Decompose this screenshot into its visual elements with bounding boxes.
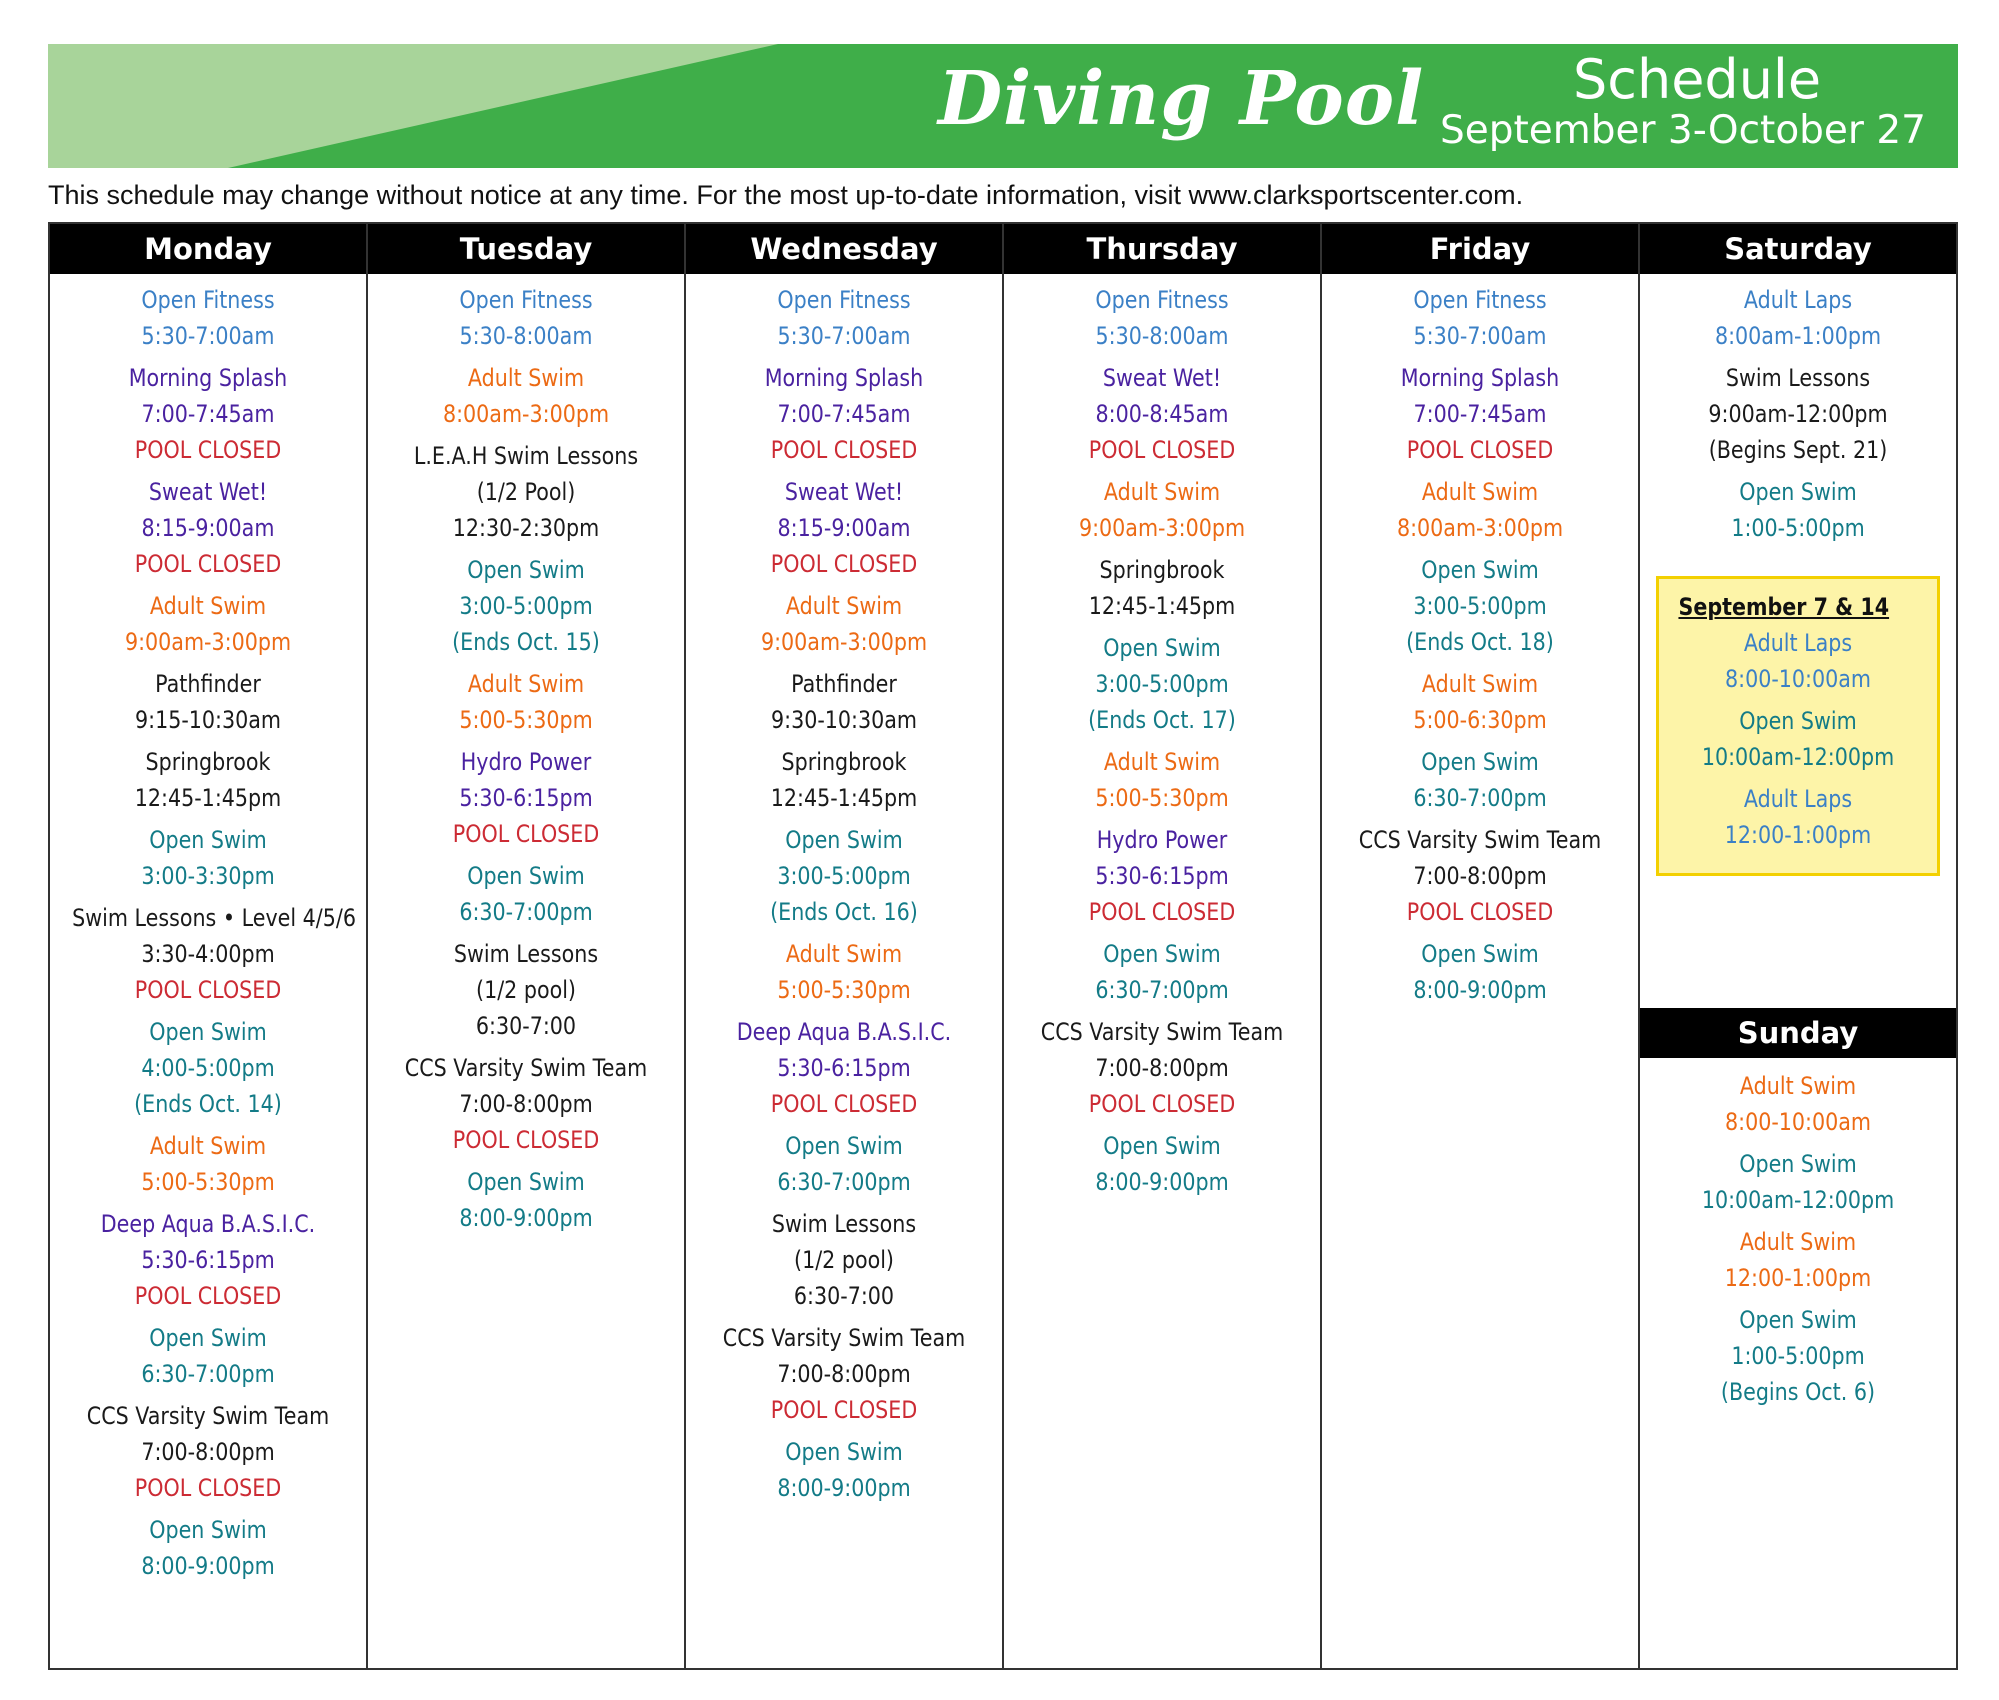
pool-closed-label: POOL CLOSED [1088,898,1236,926]
entry-activity: Open Swim [467,556,585,584]
entry-detail: 4:00-5:00pm [141,1054,275,1082]
schedule-entry [686,1014,1002,1122]
entry-detail: 6:30-7:00pm [1413,784,1547,812]
day-header-friday: Friday [1322,224,1638,274]
day-header-sunday: Sunday [1640,1008,1956,1058]
entry-detail: 8:15-9:00am [777,514,911,542]
entry-activity: Open Swim [149,826,267,854]
schedule-entry [1004,474,1320,546]
schedule-entry [686,1128,1002,1200]
entry-activity: Open Swim [149,1018,267,1046]
entry-detail: 7:00-7:45am [141,400,275,428]
entry-activity: Adult Swim [785,592,903,620]
schedule-entry [50,282,366,354]
day-header-saturday: Saturday [1640,224,1956,274]
entry-activity: Deep Aqua B.A.S.I.C. [736,1018,952,1046]
day-header-tuesday: Tuesday [368,224,684,274]
schedule-entry [1322,552,1638,660]
schedule-entry [686,666,1002,738]
entry-detail: 5:30-8:00am [1095,322,1229,350]
entry-activity: Adult Swim [467,670,585,698]
schedule-entry [1640,282,1956,354]
schedule-entry [368,552,684,660]
schedule-entry [50,1128,366,1200]
entry-detail: 8:15-9:00am [141,514,275,542]
entry-activity: L.E.A.H Swim Lessons [413,442,639,470]
schedule-entry [368,282,684,354]
day-body-friday [1322,274,1638,1008]
entry-detail: (Ends Oct. 16) [770,898,918,926]
schedule-entry [368,936,684,1044]
entry-detail: 7:00-7:45am [777,400,911,428]
entry-detail: 5:00-6:30pm [1413,706,1547,734]
special-dates-body [1659,625,1937,853]
entry-activity: Springbrook [145,748,271,776]
entry-activity: CCS Varsity Swim Team [86,1402,330,1430]
schedule-entry [1322,360,1638,468]
pool-closed-label: POOL CLOSED [134,1474,282,1502]
schedule-entry [50,822,366,894]
entry-activity: Adult Swim [1421,670,1539,698]
entry-detail: 9:00am-3:00pm [124,628,292,656]
entry-activity: Open Swim [1739,1150,1857,1178]
page-title: Diving Pool [938,56,1425,142]
entry-activity: Open Swim [467,1168,585,1196]
entry-activity: Morning Splash [1400,364,1560,392]
pool-closed-label: POOL CLOSED [134,436,282,464]
entry-activity: CCS Varsity Swim Team [722,1324,966,1352]
schedule-entry [1004,744,1320,816]
entry-activity: Open Fitness [459,286,593,314]
entry-activity: Open Swim [1421,556,1539,584]
entry-detail: 12:45-1:45pm [770,784,918,812]
pool-closed-label: POOL CLOSED [770,1090,918,1118]
day-column-wednesday [686,224,1004,1668]
entry-detail: 12:00-1:00pm [1724,1264,1872,1292]
entry-activity: Adult Swim [785,940,903,968]
entry-activity: Open Swim [1739,1306,1857,1334]
schedule-entry [50,474,366,582]
entry-detail: 3:00-5:00pm [1095,670,1229,698]
entry-activity: Hydro Power [1096,826,1228,854]
entry-detail: (Ends Oct. 15) [452,628,600,656]
entry-detail: 5:30-8:00am [459,322,593,350]
entry-detail: 9:15-10:30am [134,706,282,734]
schedule-entry [368,360,684,432]
entry-detail: 5:30-7:00am [141,322,275,350]
day-column-monday [50,224,368,1668]
entry-activity: Adult Swim [1103,748,1221,776]
entry-activity: Sweat Wet! [148,478,268,506]
schedule-entry [686,936,1002,1008]
schedule-entry [1322,744,1638,816]
entry-detail: (1/2 Pool) [476,478,576,506]
entry-detail: 3:00-3:30pm [141,862,275,890]
entry-activity: CCS Varsity Swim Team [1040,1018,1284,1046]
schedule-entry [50,666,366,738]
schedule-entry [50,1398,366,1506]
entry-detail: 9:00am-3:00pm [1078,514,1246,542]
entry-activity: Open Swim [1421,748,1539,776]
entry-activity: Open Fitness [777,286,911,314]
schedule-entry [1659,625,1937,697]
entry-detail: 6:30-7:00 [475,1012,577,1040]
pool-closed-label: POOL CLOSED [134,976,282,1004]
entry-detail: 5:00-5:30pm [1095,784,1229,812]
day-column-tuesday [368,224,686,1668]
entry-activity: Sweat Wet! [784,478,904,506]
schedule-entry [1004,360,1320,468]
entry-activity: Swim Lessons [453,940,599,968]
entry-activity: Adult Swim [1421,478,1539,506]
entry-activity: Adult Swim [1103,478,1221,506]
entry-detail: 8:00-9:00pm [459,1204,593,1232]
schedule-entry [50,1512,366,1584]
schedule-entry [1322,666,1638,738]
entry-activity: Open Fitness [141,286,275,314]
entry-detail: 8:00-8:45am [1095,400,1229,428]
date-range: September 3-October 27 [1439,108,1926,153]
entry-detail: 1:00-5:00pm [1731,514,1865,542]
entry-detail: 12:45-1:45pm [134,784,282,812]
entry-activity: Adult Laps [1743,286,1853,314]
schedule-entry [1659,781,1937,853]
pool-closed-label: POOL CLOSED [1088,436,1236,464]
entry-detail: 7:00-8:00pm [777,1360,911,1388]
entry-activity: Springbrook [1099,556,1225,584]
entry-detail: 7:00-7:45am [1413,400,1547,428]
header-banner [48,44,1958,168]
entry-activity: Pathfinder [155,670,261,698]
schedule-entry [686,360,1002,468]
day-body-tuesday [368,274,684,1236]
entry-detail: 5:00-5:30pm [459,706,593,734]
entry-detail: 8:00-10:00am [1724,1108,1872,1136]
entry-activity: CCS Varsity Swim Team [404,1054,648,1082]
entry-detail: 3:00-5:00pm [1413,592,1547,620]
entry-detail: 5:30-6:15pm [1095,862,1229,890]
entry-detail: 7:00-8:00pm [1413,862,1547,890]
entry-detail: 8:00am-1:00pm [1714,322,1882,350]
pool-closed-label: POOL CLOSED [770,550,918,578]
entry-detail: (1/2 pool) [794,1246,894,1274]
entry-detail: 6:30-7:00pm [1095,976,1229,1004]
entry-activity: Swim Lessons [1725,364,1871,392]
schedule-entry [686,822,1002,930]
entry-detail: 9:00am-12:00pm [1708,400,1888,428]
schedule-entry [50,744,366,816]
entry-activity: Swim Lessons [771,1210,917,1238]
schedule-entry [50,1014,366,1122]
schedule-entry [368,1050,684,1158]
entry-detail: 6:30-7:00pm [777,1168,911,1196]
entry-activity: Morning Splash [128,364,288,392]
entry-activity: Adult Swim [1739,1072,1857,1100]
schedule-entry [686,1320,1002,1428]
entry-activity: Swim Lessons • Level 4/5/6 [72,904,356,932]
entry-detail: 5:30-6:15pm [459,784,593,812]
entry-detail: 12:00-1:00pm [1724,821,1872,849]
schedule-entry [1322,282,1638,354]
schedule-entry [368,666,684,738]
schedule-label: Schedule [1573,48,1822,111]
day-body-sunday [1640,1060,1956,1416]
entry-detail: 6:30-7:00pm [141,1360,275,1388]
schedule-entry [50,360,366,468]
day-header-wednesday: Wednesday [686,224,1002,274]
schedule-entry [1640,474,1956,546]
schedule-notice: This schedule may change without notice at any time. For the most up-to-date information, visit www.clarksportscenter.com. [48,180,1524,210]
schedule-entry [1640,1224,1956,1296]
entry-detail: 8:00-10:00am [1724,665,1872,693]
schedule-grid [48,222,1958,1670]
schedule-entry [1322,474,1638,546]
entry-detail: 7:00-8:00pm [141,1438,275,1466]
pool-closed-label: POOL CLOSED [134,1282,282,1310]
special-dates-title: September 7 & 14 [1678,593,1890,621]
schedule-entry [50,1320,366,1392]
entry-detail: 8:00-9:00pm [777,1474,911,1502]
schedule-entry [686,474,1002,582]
schedule-entry [1004,1014,1320,1122]
day-column-thursday [1004,224,1322,1668]
schedule-entry [686,744,1002,816]
day-body-thursday [1004,274,1320,1200]
entry-activity: Adult Swim [467,364,585,392]
schedule-entry [50,1206,366,1314]
entry-activity: Adult Swim [1739,1228,1857,1256]
entry-activity: Open Swim [1103,634,1221,662]
entry-activity: Adult Laps [1743,629,1853,657]
pool-closed-label: POOL CLOSED [452,820,600,848]
schedule-entry [1322,936,1638,1008]
schedule-entry [1640,1068,1956,1140]
entry-detail: 5:30-6:15pm [777,1054,911,1082]
entry-activity: Springbrook [781,748,907,776]
entry-activity: CCS Varsity Swim Team [1358,826,1602,854]
entry-activity: Adult Laps [1743,785,1853,813]
schedule-entry [50,900,366,1008]
entry-detail: 5:30-7:00am [1413,322,1547,350]
entry-detail: (Ends Oct. 14) [134,1090,282,1118]
day-column-weekend [1640,224,1956,1668]
entry-detail: 8:00-9:00pm [1095,1168,1229,1196]
entry-activity: Pathfinder [791,670,897,698]
entry-detail: 5:30-7:00am [777,322,911,350]
pool-closed-label: POOL CLOSED [452,1126,600,1154]
entry-activity: Open Fitness [1095,286,1229,314]
entry-detail: (1/2 pool) [476,976,576,1004]
day-body-wednesday [686,274,1002,1506]
schedule-entry [1004,936,1320,1008]
entry-detail: 5:30-6:15pm [141,1246,275,1274]
entry-activity: Deep Aqua B.A.S.I.C. [100,1210,316,1238]
entry-detail: 6:30-7:00pm [459,898,593,926]
entry-activity: Open Swim [785,1438,903,1466]
entry-activity: Adult Swim [149,1132,267,1160]
entry-detail: (Ends Oct. 18) [1406,628,1554,656]
schedule-entry [686,1434,1002,1506]
entry-activity: Open Swim [785,1132,903,1160]
entry-activity: Open Swim [149,1324,267,1352]
entry-activity: Sweat Wet! [1102,364,1222,392]
schedule-entry [368,1164,684,1236]
entry-activity: Open Swim [467,862,585,890]
special-dates-box [1656,576,1940,876]
entry-activity: Open Swim [1103,1132,1221,1160]
schedule-entry [1004,282,1320,354]
schedule-entry [686,282,1002,354]
schedule-entry [1640,1146,1956,1218]
entry-activity: Open Swim [785,826,903,854]
pool-closed-label: POOL CLOSED [1406,436,1554,464]
entry-activity: Open Fitness [1413,286,1547,314]
schedule-entry [368,744,684,852]
entry-detail: 1:00-5:00pm [1731,1342,1865,1370]
entry-detail: 6:30-7:00 [793,1282,895,1310]
entry-detail: 12:30-2:30pm [452,514,600,542]
pool-closed-label: POOL CLOSED [770,436,918,464]
entry-activity: Open Swim [1739,707,1857,735]
schedule-entry [50,588,366,660]
schedule-entry [1004,630,1320,738]
entry-detail: 8:00-9:00pm [141,1552,275,1580]
schedule-entry [686,1206,1002,1314]
schedule-entry [1659,703,1937,775]
entry-detail: (Begins Oct. 6) [1720,1378,1876,1406]
entry-detail: 5:00-5:30pm [141,1168,275,1196]
day-body-monday [50,274,366,1584]
pool-closed-label: POOL CLOSED [1406,898,1554,926]
pool-closed-label: POOL CLOSED [1088,1090,1236,1118]
schedule-entry [1322,822,1638,930]
entry-detail: 3:00-5:00pm [459,592,593,620]
entry-activity: Open Swim [1103,940,1221,968]
entry-detail: 8:00-9:00pm [1413,976,1547,1004]
entry-detail: 9:00am-3:00pm [760,628,928,656]
schedule-entry [1640,1302,1956,1410]
pool-closed-label: POOL CLOSED [134,550,282,578]
entry-detail: 5:00-5:30pm [777,976,911,1004]
schedule-entry [368,858,684,930]
entry-detail: (Begins Sept. 21) [1708,436,1888,464]
entry-detail: 7:00-8:00pm [1095,1054,1229,1082]
entry-detail: 12:45-1:45pm [1088,592,1236,620]
entry-activity: Open Swim [1421,940,1539,968]
schedule-entry [1004,552,1320,624]
entry-detail: 10:00am-12:00pm [1701,743,1895,771]
schedule-entry [686,588,1002,660]
entry-detail: 9:30-10:30am [770,706,918,734]
entry-activity: Open Swim [149,1516,267,1544]
schedule-entry [1004,1128,1320,1200]
day-header-monday: Monday [50,224,366,274]
pool-closed-label: POOL CLOSED [770,1396,918,1424]
entry-activity: Open Swim [1739,478,1857,506]
entry-detail: 7:00-8:00pm [459,1090,593,1118]
schedule-entry [1640,360,1956,468]
entry-activity: Morning Splash [764,364,924,392]
schedule-entry [368,438,684,546]
day-header-thursday: Thursday [1004,224,1320,274]
entry-detail: 3:30-4:00pm [141,940,275,968]
entry-detail: 8:00am-3:00pm [442,400,610,428]
entry-detail: 10:00am-12:00pm [1701,1186,1895,1214]
schedule-entry [1004,822,1320,930]
day-body-saturday [1640,274,1956,546]
entry-detail: (Ends Oct. 17) [1088,706,1236,734]
day-column-friday [1322,224,1640,1668]
entry-detail: 8:00am-3:00pm [1396,514,1564,542]
entry-activity: Adult Swim [149,592,267,620]
entry-activity: Hydro Power [460,748,592,776]
entry-detail: 3:00-5:00pm [777,862,911,890]
